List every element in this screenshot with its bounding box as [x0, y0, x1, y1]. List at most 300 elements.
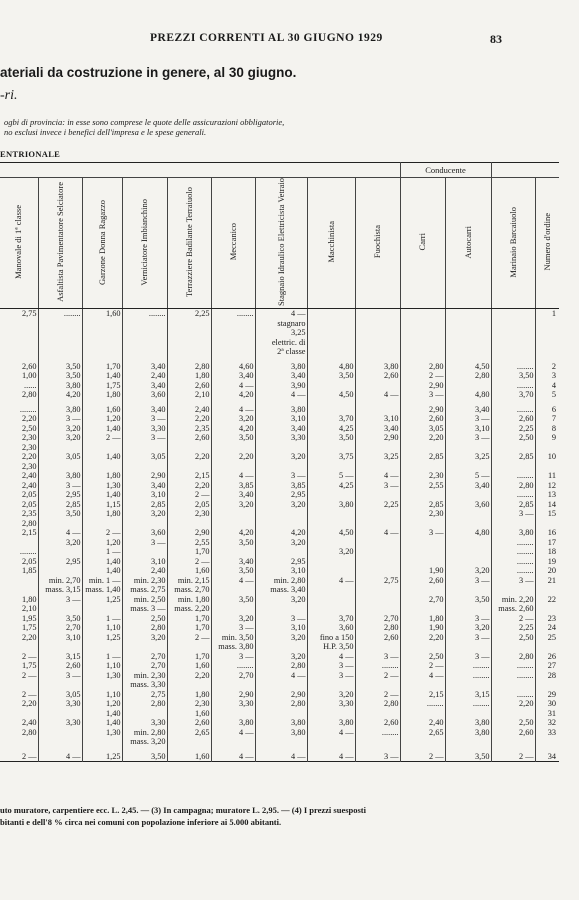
table-cell: 2,75: [122, 690, 167, 700]
table-cell: [307, 490, 355, 500]
table-cell: [491, 338, 535, 348]
table-row: [0, 519, 559, 529]
table-cell: 2,80: [21, 518, 37, 528]
table-cell: ........: [122, 309, 167, 319]
table-cell: 3 —: [122, 414, 167, 424]
table-cell: 2,50: [400, 652, 445, 662]
column-header-label: Stagnaio Idraulico Elettricista Vetraio: [275, 178, 286, 307]
table-cell: [255, 443, 307, 453]
table-cell: 2,05: [21, 556, 37, 566]
table-row: [0, 405, 559, 415]
table-cell: 4,20: [211, 528, 255, 538]
table-cell: 3,40: [122, 362, 167, 372]
table-row: [0, 576, 559, 586]
table-row: [0, 642, 559, 652]
table-row: [0, 718, 559, 728]
row-number-cell: [535, 642, 559, 652]
table-cell: 2 —: [167, 490, 211, 500]
table-cell: ........: [400, 699, 445, 709]
table-cell: [82, 642, 122, 652]
table-cell: [445, 462, 491, 472]
table-row: [0, 614, 559, 624]
table-cell: 3,50: [211, 433, 255, 443]
table-cell: 2,40: [122, 566, 167, 576]
table-cell: 3 —: [307, 671, 355, 681]
table-cell: 3,30: [38, 718, 82, 728]
table-cell: 3,50: [38, 362, 82, 372]
table-cell: 1,80: [82, 390, 122, 400]
table-cell: 2,25: [491, 424, 535, 434]
table-cell: 3,20: [307, 690, 355, 700]
table-cell: 2,40: [21, 471, 37, 481]
table-cell: 2 —: [491, 752, 535, 762]
table-cell: 1,60: [167, 566, 211, 576]
table-cell: [491, 737, 535, 747]
table-cell: min. 1,80: [167, 595, 211, 605]
table-cell: [400, 604, 445, 614]
table-cell: 1,10: [82, 623, 122, 633]
table-cell: [445, 538, 491, 548]
table-cell: 3,10: [445, 424, 491, 434]
table-cell: 3,10: [38, 633, 82, 643]
table-cell: [355, 443, 400, 453]
table-cell: 4,50: [445, 362, 491, 372]
table-cell: [211, 319, 255, 329]
row-number-cell: [535, 737, 559, 747]
row-number-cell: 32: [535, 718, 559, 728]
table-cell: 4 —: [211, 728, 255, 738]
table-cell: 3,10: [355, 414, 400, 424]
table-cell: [255, 737, 307, 747]
table-cell: 2,80: [255, 661, 307, 671]
table-cell: min. 2,70: [38, 576, 82, 586]
table-cell: 3,30: [307, 699, 355, 709]
table-cell: 5 —: [307, 471, 355, 481]
table-cell: 2,50: [21, 423, 37, 433]
table-cell: 1,20: [82, 699, 122, 709]
table-cell: 3,40: [211, 557, 255, 567]
table-cell: 1,40: [82, 566, 122, 576]
table-cell: 1,80: [21, 594, 37, 604]
table-cell: [38, 728, 82, 738]
table-cell: 2,80: [21, 727, 37, 737]
table-cell: 3,50: [307, 371, 355, 381]
row-number-cell: 6: [535, 405, 559, 415]
table-cell: ........: [491, 566, 535, 576]
row-number-cell: 15: [535, 509, 559, 519]
table-cell: 2,80: [400, 362, 445, 372]
table-cell: 2,40: [400, 718, 445, 728]
row-number-cell: [535, 585, 559, 595]
table-cell: [307, 709, 355, 719]
table-cell: 3,50: [122, 752, 167, 762]
table-cell: 3,80: [445, 728, 491, 738]
column-header-label: Manovale di 1ª classe: [13, 205, 24, 279]
table-cell: 1,80: [167, 371, 211, 381]
table-cell: [0, 680, 38, 690]
table-cell: 2,70: [400, 595, 445, 605]
table-cell: [355, 547, 400, 557]
table-cell: [211, 737, 255, 747]
table-cell: [307, 566, 355, 576]
table-cell: [491, 585, 535, 595]
column-header: [167, 178, 211, 309]
table-cell: 4,50: [307, 528, 355, 538]
table-cell: [400, 585, 445, 595]
table-cell: 4,80: [445, 528, 491, 538]
table-row: [0, 566, 559, 576]
table-row: [0, 623, 559, 633]
table-cell: [445, 338, 491, 348]
table-cell: [355, 595, 400, 605]
wage-table: [0, 162, 559, 764]
table-cell: [82, 328, 122, 338]
table-row: [0, 737, 559, 747]
table-cell: [255, 462, 307, 472]
table-row: [0, 728, 559, 738]
table-cell: stagnaro: [255, 319, 307, 329]
table-cell: [400, 338, 445, 348]
table-cell: [445, 328, 491, 338]
table-cell: 2,50: [491, 633, 535, 643]
table-cell: [445, 319, 491, 329]
table-cell: [38, 462, 82, 472]
table-cell: 3,80: [38, 405, 82, 415]
table-cell: 3 —: [400, 390, 445, 400]
table-cell: 2,65: [167, 728, 211, 738]
table-cell: 4,20: [211, 424, 255, 434]
table-cell: [211, 680, 255, 690]
table-cell: 1,75: [21, 623, 37, 633]
table-cell: 2,30: [21, 461, 37, 471]
table-cell: 3,05: [122, 452, 167, 462]
table-cell: 3,50: [491, 371, 535, 381]
table-row: [0, 452, 559, 462]
table-cell: 4,25: [307, 424, 355, 434]
table-cell: 3,05: [38, 452, 82, 462]
table-row: [0, 595, 559, 605]
table-cell: 1,70: [167, 652, 211, 662]
table-cell: 2,80: [355, 699, 400, 709]
table-cell: 2,85: [491, 452, 535, 462]
table-cell: 3 —: [445, 433, 491, 443]
table-cell: ......: [24, 380, 37, 390]
table-cell: 2,50: [491, 718, 535, 728]
table-cell: [0, 347, 38, 357]
table-row: [0, 752, 559, 762]
table-cell: 2,60: [21, 361, 37, 371]
table-cell: 1,00: [21, 371, 37, 381]
table-cell: [82, 604, 122, 614]
table-cell: 4 —: [400, 671, 445, 681]
table-row: [0, 309, 559, 319]
table-cell: 1,90: [400, 623, 445, 633]
table-cell: [445, 604, 491, 614]
table-cell: 2,85: [400, 452, 445, 462]
table-cell: 3,05: [400, 424, 445, 434]
table-cell: [167, 338, 211, 348]
table-cell: ........: [211, 661, 255, 671]
table-cell: 2,95: [38, 557, 82, 567]
table-cell: 1,80: [82, 509, 122, 519]
table-row: [0, 671, 559, 681]
table-cell: 2 —: [355, 671, 400, 681]
table-cell: 2,65: [400, 728, 445, 738]
table-cell: mass. 2,70: [167, 585, 211, 595]
table-cell: 2,80: [122, 623, 167, 633]
table-cell: 2,15: [21, 528, 37, 538]
table-cell: [355, 737, 400, 747]
table-cell: 3 —: [38, 414, 82, 424]
table-cell: ........: [491, 661, 535, 671]
column-header-label: Meccanico: [227, 223, 238, 261]
table-cell: 2,20: [167, 414, 211, 424]
table-cell: [38, 680, 82, 690]
table-cell: 3,40: [122, 405, 167, 415]
table-cell: min. 2,30: [122, 576, 167, 586]
table-cell: 2,40: [167, 405, 211, 415]
table-cell: [38, 547, 82, 557]
table-cell: 2,60: [167, 718, 211, 728]
table-cell: [122, 709, 167, 719]
table-cell: 2 —: [21, 689, 37, 699]
table-cell: 1,10: [82, 661, 122, 671]
table-cell: 2,15: [400, 690, 445, 700]
table-cell: 3,80: [211, 718, 255, 728]
table-cell: 2,35: [167, 424, 211, 434]
table-cell: 3,75: [307, 452, 355, 462]
column-header: [211, 178, 255, 309]
row-number-cell: 3: [535, 371, 559, 381]
table-cell: [307, 443, 355, 453]
column-header: [0, 178, 38, 309]
table-cell: 2,50: [122, 614, 167, 624]
table-cell: [307, 595, 355, 605]
table-row: [0, 690, 559, 700]
table-cell: mass. 2,20: [167, 604, 211, 614]
table-cell: ........: [445, 671, 491, 681]
row-number-cell: [535, 319, 559, 329]
row-number-cell: [535, 604, 559, 614]
row-number-cell: 31: [535, 709, 559, 719]
table-cell: 2,90: [211, 690, 255, 700]
table-cell: 3,40: [445, 405, 491, 415]
table-cell: mass. 2,60: [491, 604, 535, 614]
table-cell: 3,70: [307, 414, 355, 424]
table-row: [0, 528, 559, 538]
table-cell: [122, 319, 167, 329]
table-cell: [0, 328, 38, 338]
table-cell: 3,60: [122, 528, 167, 538]
row-number-cell: 22: [535, 595, 559, 605]
table-row: [0, 338, 559, 348]
row-number-cell: 26: [535, 652, 559, 662]
table-cell: [445, 443, 491, 453]
table-cell: 3 —: [355, 652, 400, 662]
column-header-label: Asfaltista Pavimentatore Selciatore: [54, 182, 65, 302]
table-cell: 3,15: [38, 652, 82, 662]
table-cell: 2,85: [122, 500, 167, 510]
table-cell: mass. 3 —: [122, 604, 167, 614]
table-cell: [355, 490, 400, 500]
table-cell: [255, 509, 307, 519]
table-cell: [211, 604, 255, 614]
table-cell: 2,25: [491, 623, 535, 633]
table-row: [0, 481, 559, 491]
table-cell: [400, 737, 445, 747]
table-cell: min. 1 —: [82, 576, 122, 586]
column-header: [255, 178, 307, 309]
table-cell: 2,80: [122, 699, 167, 709]
table-row: [0, 362, 559, 372]
table-row: [0, 709, 559, 719]
row-number-cell: 5: [535, 390, 559, 400]
table-cell: 2,05: [21, 490, 37, 500]
table-cell: [400, 319, 445, 329]
table-cell: [38, 519, 82, 529]
table-cell: [445, 547, 491, 557]
table-cell: 1,40: [82, 490, 122, 500]
table-cell: [0, 538, 38, 548]
table-cell: [255, 709, 307, 719]
row-number-cell: 28: [535, 671, 559, 681]
table-cell: ........: [19, 404, 37, 414]
table-row: [0, 699, 559, 709]
table-cell: 1 —: [82, 652, 122, 662]
table-cell: 3,40: [211, 490, 255, 500]
table-row: [0, 433, 559, 443]
table-cell: [445, 709, 491, 719]
table-cell: 4 —: [255, 752, 307, 762]
table-row: [0, 547, 559, 557]
table-cell: [491, 519, 535, 529]
table-cell: 3,80: [255, 728, 307, 738]
table-cell: 1,30: [82, 728, 122, 738]
table-cell: 2 —: [355, 690, 400, 700]
table-cell: [491, 328, 535, 338]
table-cell: [211, 519, 255, 529]
column-header-label: Carri: [417, 233, 427, 251]
table-cell: 2,60: [400, 576, 445, 586]
table-cell: [400, 547, 445, 557]
table-cell: [355, 509, 400, 519]
table-cell: [211, 547, 255, 557]
table-cell: [307, 737, 355, 747]
table-cell: 2,20: [21, 452, 37, 462]
table-cell: 2,40: [21, 718, 37, 728]
column-header-label: Autocarri: [462, 225, 473, 259]
footnote-line-2: bitanti e dell'8 % circa nei comuni con popolazione inferiore ai 5.000 abitanti.: [0, 817, 282, 827]
table-cell: 2,60: [355, 633, 400, 643]
table-cell: 3,20: [211, 414, 255, 424]
table-cell: 3 —: [445, 576, 491, 586]
table-cell: 3,80: [255, 718, 307, 728]
table-cell: 2,30: [400, 471, 445, 481]
column-header-label: Verniciatore Imbianchino: [139, 198, 149, 286]
table-cell: 3,20: [38, 538, 82, 548]
table-row: [0, 390, 559, 400]
table-cell: mass. 1,40: [82, 585, 122, 595]
table-cell: 1,40: [82, 371, 122, 381]
row-number-cell: 12: [535, 481, 559, 491]
table-row: [0, 462, 559, 472]
table-cell: min. 2,80: [122, 728, 167, 738]
table-cell: [122, 328, 167, 338]
table-cell: 3 —: [445, 633, 491, 643]
table-cell: [355, 566, 400, 576]
table-cell: 2,20: [21, 699, 37, 709]
table-cell: [355, 557, 400, 567]
table-cell: [0, 642, 38, 652]
table-cell: 3,20: [38, 433, 82, 443]
table-cell: 1,40: [82, 709, 122, 719]
table-cell: 2,80: [355, 623, 400, 633]
table-cell: 2,60: [355, 371, 400, 381]
table-cell: 2,95: [255, 490, 307, 500]
table-cell: 2,55: [400, 481, 445, 491]
table-cell: 3 —: [122, 433, 167, 443]
table-cell: 3,50: [211, 566, 255, 576]
table-cell: 2,95: [38, 490, 82, 500]
column-header-label: Terrazziere Badilante Terraiuolo: [183, 186, 194, 298]
table-cell: [445, 381, 491, 391]
table-cell: 3,80: [307, 718, 355, 728]
table-cell: 4 —: [355, 390, 400, 400]
table-cell: [38, 642, 82, 652]
table-row: [0, 557, 559, 567]
table-cell: [307, 519, 355, 529]
table-cell: 3,80: [38, 381, 82, 391]
table-cell: 4 —: [211, 752, 255, 762]
row-number-cell: 10: [535, 452, 559, 462]
table-cell: [355, 405, 400, 415]
table-cell: [445, 585, 491, 595]
table-cell: [307, 557, 355, 567]
page-number: 83: [490, 32, 502, 46]
table-cell: 1,70: [167, 614, 211, 624]
table-cell: 3,30: [122, 718, 167, 728]
table-cell: [122, 338, 167, 348]
table-cell: 2,90: [122, 471, 167, 481]
table-cell: 3,15: [445, 690, 491, 700]
table-cell: 3,20: [122, 509, 167, 519]
table-cell: 2,35: [21, 509, 37, 519]
table-cell: 1,20: [82, 414, 122, 424]
table-row: [0, 347, 559, 357]
table-cell: 2,80: [491, 652, 535, 662]
table-cell: [491, 680, 535, 690]
table-cell: 1,25: [82, 595, 122, 605]
table-cell: 4 —: [255, 309, 307, 319]
table-cell: [400, 642, 445, 652]
table-cell: 3 —: [122, 538, 167, 548]
table-cell: 3,80: [491, 528, 535, 538]
table-cell: 2,20: [167, 481, 211, 491]
table-cell: ........: [491, 381, 535, 391]
row-number-cell: 11: [535, 471, 559, 481]
table-cell: [355, 585, 400, 595]
table-cell: mass. 3,30: [122, 680, 167, 690]
table-cell: [491, 309, 535, 319]
table-cell: 2 —: [400, 661, 445, 671]
table-cell: 3,80: [38, 471, 82, 481]
table-cell: 3,40: [211, 371, 255, 381]
row-number-cell: [535, 347, 559, 357]
table-cell: [307, 328, 355, 338]
table-cell: 2,70: [211, 671, 255, 681]
table-cell: [400, 328, 445, 338]
row-number-cell: [535, 462, 559, 472]
